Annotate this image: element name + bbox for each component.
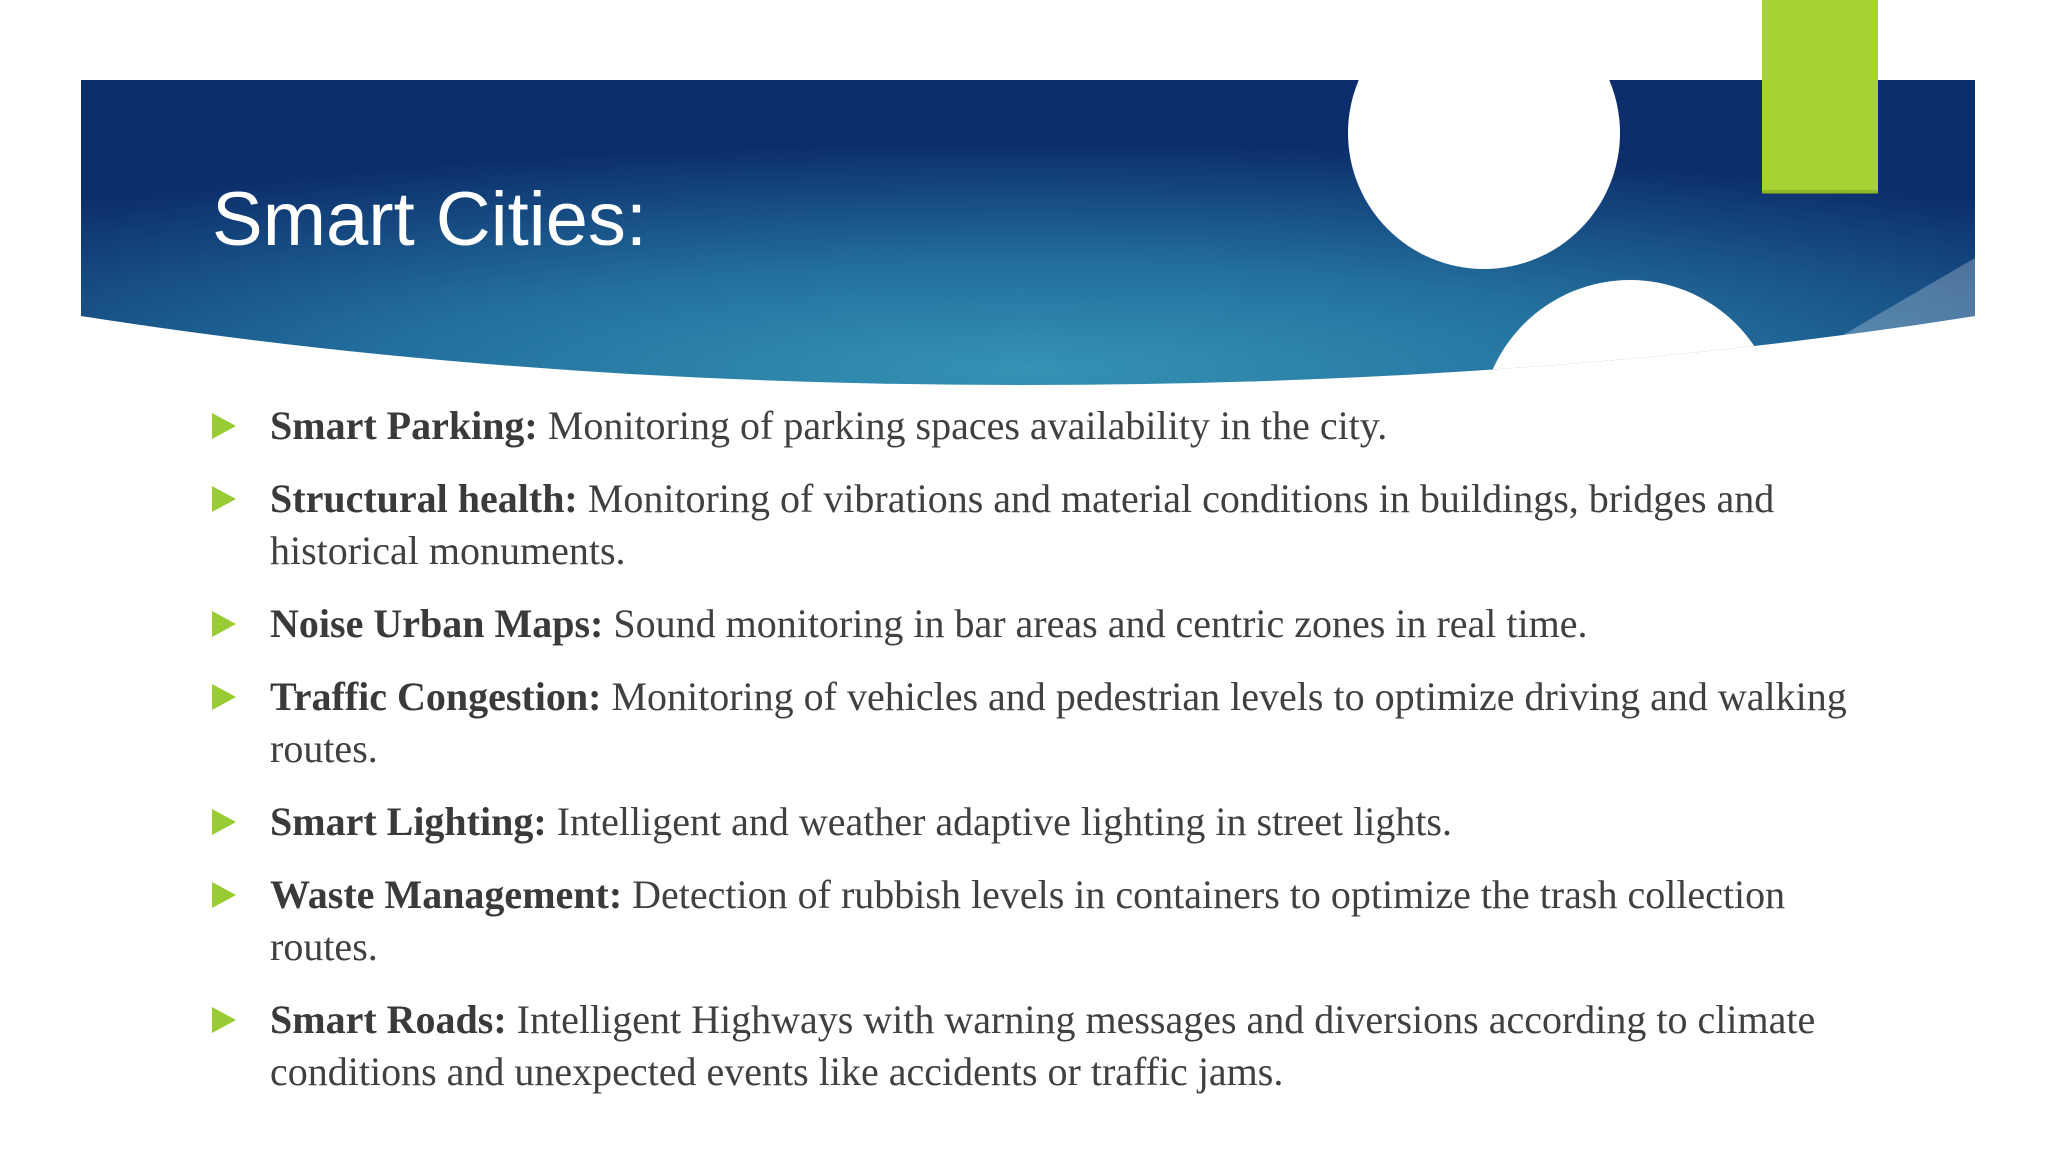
bullet-list xyxy=(212,400,1852,1119)
bullet-term: Traffic Congestion: xyxy=(270,674,602,719)
bullet-term: Noise Urban Maps: xyxy=(270,601,604,646)
triangle-bullet-icon xyxy=(212,413,236,439)
bullet-term: Smart Parking: xyxy=(270,403,538,448)
list-item xyxy=(212,796,1852,848)
list-item xyxy=(212,671,1852,775)
bullet-text: Sound monitoring in bar areas and centric zones in real time. xyxy=(603,601,1588,646)
list-item xyxy=(212,400,1852,452)
triangle-bullet-icon xyxy=(212,486,236,512)
triangle-bullet-icon xyxy=(212,809,236,835)
bullet-term: Smart Roads: xyxy=(270,997,507,1042)
triangle-bullet-icon xyxy=(212,611,236,637)
bullet-text: Intelligent Highways with warning messages and diversions according to climate conditions and unexpected events like accidents or traffic jams. xyxy=(270,997,1816,1094)
triangle-bullet-icon xyxy=(212,684,236,710)
bullet-term: Structural health: xyxy=(270,476,578,521)
bullet-text: Monitoring of vibrations and material conditions in buildings, bridges and historical monuments. xyxy=(270,476,1775,573)
list-item xyxy=(212,994,1852,1098)
list-item xyxy=(212,473,1852,577)
bullet-text: Detection of rubbish levels in containers to optimize the trash collection routes. xyxy=(270,872,1786,969)
bullet-term: Waste Management: xyxy=(270,872,623,917)
bullet-text: Monitoring of vehicles and pedestrian levels to optimize driving and walking routes. xyxy=(270,674,1847,771)
triangle-bullet-icon xyxy=(212,1007,236,1033)
bullet-text: Intelligent and weather adaptive lighting in street lights. xyxy=(546,799,1452,844)
list-item xyxy=(212,598,1852,650)
banner-circle-top xyxy=(1348,0,1620,269)
list-item xyxy=(212,869,1852,973)
bullet-term: Smart Lighting: xyxy=(270,799,547,844)
triangle-bullet-icon xyxy=(212,882,236,908)
slide-title: Smart Cities: xyxy=(212,177,647,262)
bullet-text: Monitoring of parking spaces availability in the city. xyxy=(537,403,1388,448)
green-accent-bar xyxy=(1762,0,1878,193)
